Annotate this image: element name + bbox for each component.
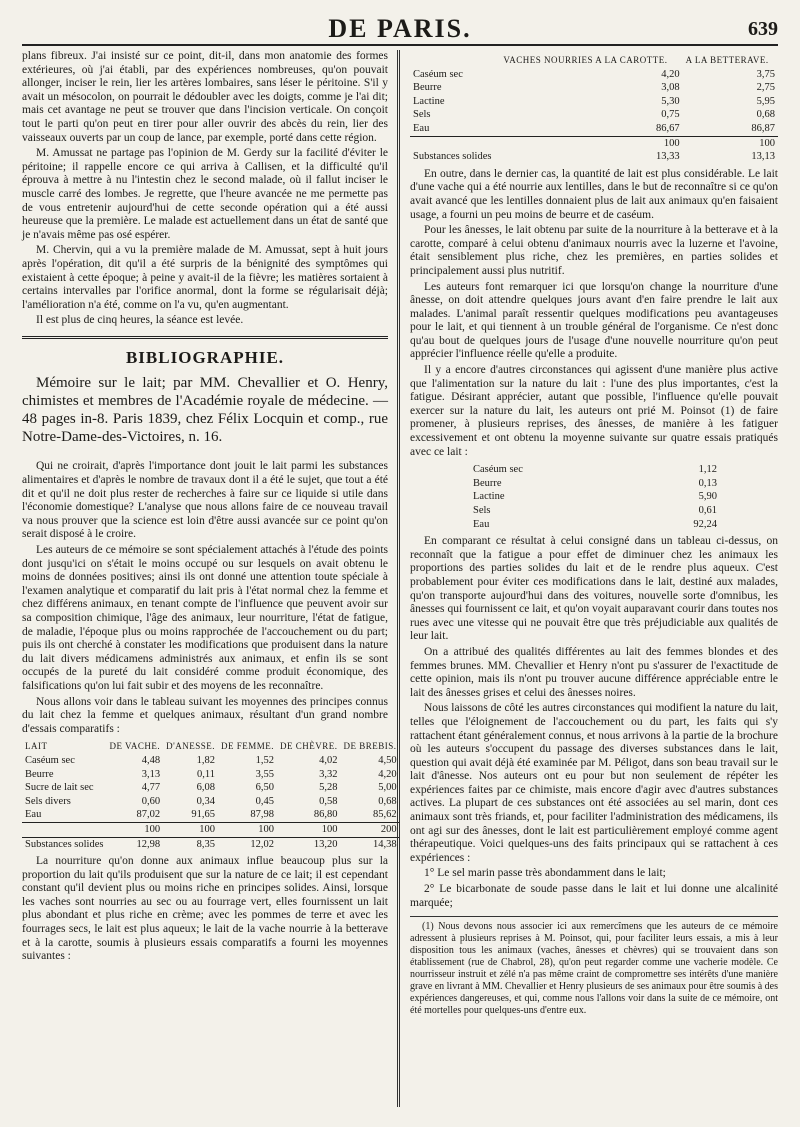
paragraph: 1° Le sel marin passe très abondamment dans le lait; [424, 867, 666, 880]
table-cell: 6,08 [196, 782, 216, 794]
table-header-row [22, 740, 400, 754]
table-cell: 0,68 [378, 795, 397, 807]
paragraph: Il est plus de cinq heures, la séance est levée. [36, 314, 244, 327]
paragraph: Les auteurs font remarquer ici que lorsqu'on change la nourriture d'une ânesse, on doit attendre quelques jours avant d'en faire prendre le lait aux malades. L'animal paraît ressentir quelques modifications peu avantageuses pour le lait, et qui tiennent à un trouble général de l'organisme. Ce n'est donc qu'au bout de quelques jours de l'usage d'une nouvelle nourriture qu'on peut apprécier l'influence réelle qu'elle a produite. [410, 280, 778, 361]
section-rule [22, 336, 388, 339]
table-row [22, 768, 400, 782]
row-label: Substances solides [22, 837, 106, 851]
table-cell: 3,75 [756, 68, 775, 80]
paragraph: 2° Le bicarbonate de soude passe dans le lait et lui donne une alcalinité marquée; [410, 883, 778, 909]
table-cell: 2,75 [756, 82, 775, 94]
totals-row [22, 822, 400, 837]
table-cell: 92,24 [693, 518, 717, 530]
paragraph: Pour les ânesses, le lait obtenu par suite de la nourriture à la betterave et à la carotte, comparé à celui obtenu d'animaux nourris avec la luzerne et l'avoine, était sensiblement plus riche, chez les premières, en parties solides et principalement aussi plus nutritif. [410, 224, 778, 277]
table-row [410, 95, 778, 109]
column-header: D'ANESSE. [166, 741, 216, 752]
paragraph: Nous laissons de côté les autres circonstances qui modifient la nature du lait, telles que l'éloignement de l'accouchement ou du part, les faits qui s'y rattachent étant généralement connus, et nous arrivons à la partie de la brochure où les auteurs s'occupent du passage des diverses substances dans le lait, question qui avait déjà été examinée par M. Péligot, dans son beau travail sur le lait d'ânesse. Nos auteurs ont eu pour but non seulement de répéter les expériences faites par ce chimiste, mais encore d'agir avec d'autres substances actives. La plupart de ces substances ont été associées au sel marin, dont ces animaux sont très friands, et, pour faciliter l'administration des médicamens, ils ont agi sur des ânesses, dont le lait est particulièrement employé comme agent thérapeutique. Voici quelques-uns des faits principaux qui se rattachent à ces expériences : [410, 702, 778, 864]
paragraph: Les auteurs de ce mémoire se sont spécialement attachés à l'étude des points dont jusqu'ici on s'était le moins occupé ou sur lesquels on avait obtenu le moins de données positives; ainsi ils ont donné une attention toute spéciale à l'examen analytique et comparatif du lait pris à l'état normal chez la femme et chez différens animaux, en tenant compte de l'influence que peuvent avoir sur sa composition chimique, l'âge des animaux, leur nourriture, l'état de fatigue, de maladie, l'époque plus ou moins rapprochée de l'accouchement ou du part; puis ils ont cherché à constater les modifications que produisent dans la nature du lait divers médicamens administrés aux animaux, et enfin ils se sont occupés de la pureté du lait considéré comme produit économique, des falsifications qu'on lui fait subir et des moyens de les reconnaître. [22, 544, 388, 692]
row-label: Eau [413, 122, 430, 134]
table-cell: 100 [277, 822, 341, 837]
table-cell: 14,38 [341, 837, 400, 851]
table-cell: 4,20 [378, 768, 397, 780]
table-cell: 1,12 [698, 464, 717, 476]
table-row [470, 518, 720, 532]
table-cell: 0,13 [698, 477, 717, 489]
table-row [410, 108, 778, 122]
table-cell: 5,30 [661, 95, 680, 107]
table-cell: 0,58 [319, 795, 338, 807]
paragraph: plans fibreux. J'ai insisté sur ce point, dit-il, dans mon anatomie des formes extérieures, où j'ai établi, par des expériences nombreuses, qu'on pouvait allonger, inciser le rein, lier les artères lombaires, sans léser le péritoine. S'il y avait un mésocolon, on pourrait le dédoubler avec les doigts, comme je l'ai dit; mais cet avantage ne peut se trouver que dans l'incision verticale. On conçoit tout le parti qu'on peut en tirer pour aller ouvrir des abcès du rein, lier des vaisseaux ouverts par un coup de lance, par exemple, porté dans cette région. [22, 50, 388, 144]
table-cell: 0,60 [141, 795, 161, 807]
table-cell: 87,98 [250, 809, 275, 821]
table-cell: 0,68 [756, 109, 775, 121]
table-cell: 1,52 [255, 754, 275, 766]
table-row [470, 463, 720, 477]
row-label: Substances solides [413, 151, 492, 163]
table-cell: 87,02 [136, 809, 161, 821]
table-cell: 5,90 [698, 491, 717, 503]
table-cell: 6,50 [255, 782, 275, 794]
table-cell: 3,13 [141, 768, 161, 780]
footnote-text: (1) Nous devons nous associer ici aux remercîmens que les auteurs de ce mémoire adressent à plusieurs reprises à M. Poinsot, qui, pour faciliter leurs essais, a mis à leur disposition tous les animaux (vaches, ânesses et chèvres) qui se trouvaient dans son établissement (rue de Chabrol, 28), qu'on peut regarder comme une vacherie modèle. Ce nourrisseur instruit et zélé n'a pas même craint de compromettre ses intérêts d'une manière grave en livrant à MM. Chevallier et Henry plusieurs de ses animaux pour être soumis à des expériences dangereuses, et qui, comme nous l'allons voir dans la suite de ce mémoire, ont été mortelles pour quelques-uns d'entre eux. [410, 921, 778, 1017]
table-row [410, 68, 778, 82]
running-title: DE PARIS. [328, 14, 472, 43]
row-label: Eau [473, 518, 490, 530]
table-cell: 12,02 [218, 837, 277, 851]
row-label: Sels divers [25, 795, 71, 807]
paragraph: Nous allons voir dans le tableau suivant les moyennes des principes connus du lait chez la femme et quelques animaux, résultant d'un grand nombre d'essais comparatifs : [22, 695, 388, 735]
table-cell: 100 [683, 136, 778, 150]
row-label: Lactine [473, 491, 505, 503]
table-row [470, 504, 720, 518]
header-rule [22, 44, 778, 46]
right-column [410, 50, 778, 1107]
cow-diet-table [410, 54, 778, 164]
table-cell: 86,87 [751, 122, 775, 134]
table-cell: 13,20 [277, 837, 341, 851]
totals-row [410, 136, 778, 150]
paragraph: En comparant ce résultat à celui consigné dans un tableau ci-dessus, on reconnaît que la fatigue a pour effet de diminuer chez les animaux les proportions des parties solides du lait et de le rendre plus aqueux. C'est probablement pour éviter ces modifications dans le lait, destiné aux malades, qu'on transporte aujourd'hui dans des voitures, nouvelle sorte d'omnibus, les ânesses qui fournissent ce lait, et qu'on voyait auparavant courir dans toutes nos rues avec une vitesse qui ne pouvait être que très préjudiciable aux qualités de leur lait. [410, 535, 778, 643]
table-cell: 100 [218, 822, 277, 837]
table-cell: 0,45 [255, 795, 275, 807]
table-cell: 86,67 [655, 122, 680, 134]
page-number: 639 [748, 18, 778, 40]
paragraph: Qui ne croirait, d'après l'importance dont jouit le lait parmi les substances alimentaires et d'après le nombre de travaux dont il a été le sujet, que tout a été dit et qu'il ne doit plus rester de recherches à faire sur ce liquide si utile dans l'économie domestique? L'analyse que nous allons faire de ce nouveau travail va nous prouver que la science est loin d'être aussi avancée sur ce point qu'on serait disposé à le croire. [22, 460, 388, 541]
paragraph: La nourriture qu'on donne aux animaux influe beaucoup plus sur la proportion du lait qu'ils produisent que sur la nature de ce lait; il est cependant constant qu'il devient plus ou moins riche en principes solides. Ainsi, lorsque les vaches sont nourries au sec ou au fourrage vert, elles fournissent un lait plus abondant et plus riche en crème; avec les pommes de terre et avec les fourrages secs, le lait est plus aqueux; le lait de la vache nourrie à la betterave et à la carotte, soumis à plusieurs essais comparatifs a fourni les moyennes suivantes : [22, 855, 388, 963]
table-cell: 8,35 [163, 837, 218, 851]
solids-row [22, 837, 400, 851]
table-cell: 200 [341, 822, 400, 837]
table-row [22, 781, 400, 795]
milk-composition-table [22, 740, 400, 851]
table-cell: 0,61 [698, 505, 717, 516]
table-cell: 5,95 [756, 95, 775, 107]
footnote [410, 916, 778, 1017]
table-cell: 4,48 [141, 754, 161, 766]
table-cell: 85,62 [372, 809, 397, 821]
table-cell: 0,75 [661, 109, 680, 121]
table-cell: 1,82 [196, 754, 216, 766]
table-cell: 5,28 [319, 782, 338, 794]
table-cell: 100 [500, 136, 682, 150]
column-header: DE CHÈVRE. [280, 741, 338, 752]
row-label: Beurre [473, 477, 502, 489]
left-column [22, 50, 397, 1107]
table-cell: 100 [163, 822, 218, 837]
section-heading: BIBLIOGRAPHIE. [125, 347, 285, 367]
column-divider [397, 50, 402, 1107]
column-header: DE VACHE. [109, 741, 161, 752]
table-cell: 91,65 [191, 809, 216, 821]
table-cell: 4,77 [141, 782, 161, 794]
paragraph: On a attribué des qualités différentes au lait des femmes blondes et des femmes brunes. MM. Chevallier et Henry n'ont pu s'assurer de l'exactitude de cette opinion, mais ils n'ont pu trouver aucune différence appréciable entre le lait des ânesses grises et celui des ânesses noires. [410, 645, 778, 699]
table-cell: 5,00 [378, 782, 397, 794]
paragraph: M. Amussat ne partage pas l'opinion de M. Gerdy sur la facilité d'éviter le péritoine; il rappelle encore ce qui arriva à Callisen, et la difficulté qu'il éprouva à mettre à nu l'intestin chez le second malade, où il fallut inciser le muscle carré des lombes. Je regrette, que l'heure avancée ne me permette pas de vous entretenir aujourd'hui de cette seconde opération qui a été aussi heureuse que la première. Le malade est actuellement dans un état de santé que je n'avais même pas osé espérer. [22, 147, 388, 241]
book-citation: Mémoire sur le lait; par MM. Chevallier et O. Henry, chimistes et membres de l'Académie royale de médecine. — 48 pages in-8. Paris 1839, chez Félix Locquin et comp., rue Notre-Dame-des-Victoires, n. 16. [22, 375, 388, 446]
row-label: Caséum sec [25, 754, 75, 766]
paragraph: M. Chervin, qui a vu la première malade de M. Amussat, sept à huit jours après l'opération, dit qu'il a été surpris de la bénignité des symptômes qui existaient à cette époque; à peine y avait-il de la fièvre; les matières sortaient à certains intervalles par l'orifice anormal, dont la forme se régularisait déjà; l'amélioration n'a été, comme on l'a vu, qu'en augmentant. [22, 244, 388, 311]
solids-row [410, 150, 778, 164]
table-row [410, 81, 778, 95]
table-cell: 100 [106, 822, 163, 837]
table-cell: 0,11 [197, 768, 216, 780]
row-label: Lactine [413, 95, 445, 107]
table-row [22, 754, 400, 768]
table-cell: 4,20 [661, 68, 680, 80]
table-cell: 3,08 [661, 82, 680, 94]
table-row [470, 490, 720, 504]
row-label: Eau [25, 809, 42, 821]
table-cell: 3,55 [255, 768, 275, 780]
column-header: DE FEMME. [221, 741, 275, 752]
row-label: Sels [473, 505, 491, 516]
column-header: A LA BETTERAVE. [685, 55, 769, 65]
column-header: VACHES NOURRIES A LA CAROTTE. [503, 55, 668, 65]
row-label: Sucre de lait sec [25, 782, 94, 794]
column-header: LAIT [25, 741, 48, 752]
table-header-row [410, 54, 778, 68]
row-label: Beurre [25, 768, 54, 780]
table-row [470, 477, 720, 491]
row-label: Caséum sec [473, 464, 523, 476]
table-row [22, 808, 400, 822]
row-label: Sels [413, 109, 431, 121]
table-cell: 4,02 [319, 754, 338, 766]
row-label: Caséum sec [413, 68, 463, 80]
table-cell: 3,32 [319, 768, 338, 780]
fatigue-table [470, 463, 720, 531]
page-header [0, 0, 800, 44]
paragraph: En outre, dans le dernier cas, la quantité de lait est plus considérable. Le lait d'une vache qui a été nourrie aux lentilles, dans le but de reconnaître si ce qu'on avait avancé que les lentilles donnaient plus de lait aux animaux qu'en faisaient usage, a fourni un peu moins de beurre et de caséum. [410, 167, 778, 221]
table-cell: 13,13 [751, 151, 775, 163]
table-cell: 12,98 [106, 837, 163, 851]
table-cell: 86,80 [313, 809, 338, 821]
table-row [410, 122, 778, 136]
table-cell: 0,34 [196, 795, 216, 807]
table-row [22, 795, 400, 809]
paragraph: Il y a encore d'autres circonstances qui agissent d'une manière plus active que l'alimentation sur la nature du lait : l'une des plus importantes, c'est la fatigue. Désirant apprécier, autant que possible, l'influence qu'elle pouvait exercer sur la nature du lait, les auteurs ont prié M. Poinsot (1) de faire promener, à plusieurs reprises, des ânesses, de manière à les fatiguer excessivement et ont obtenu la moyenne suivante sur quatre essais pratiqués avec ce lait : [410, 364, 778, 458]
table-cell: 13,33 [655, 151, 680, 163]
table-cell: 4,50 [378, 754, 397, 766]
column-header: DE BREBIS. [343, 741, 397, 752]
row-label: Beurre [413, 82, 442, 94]
